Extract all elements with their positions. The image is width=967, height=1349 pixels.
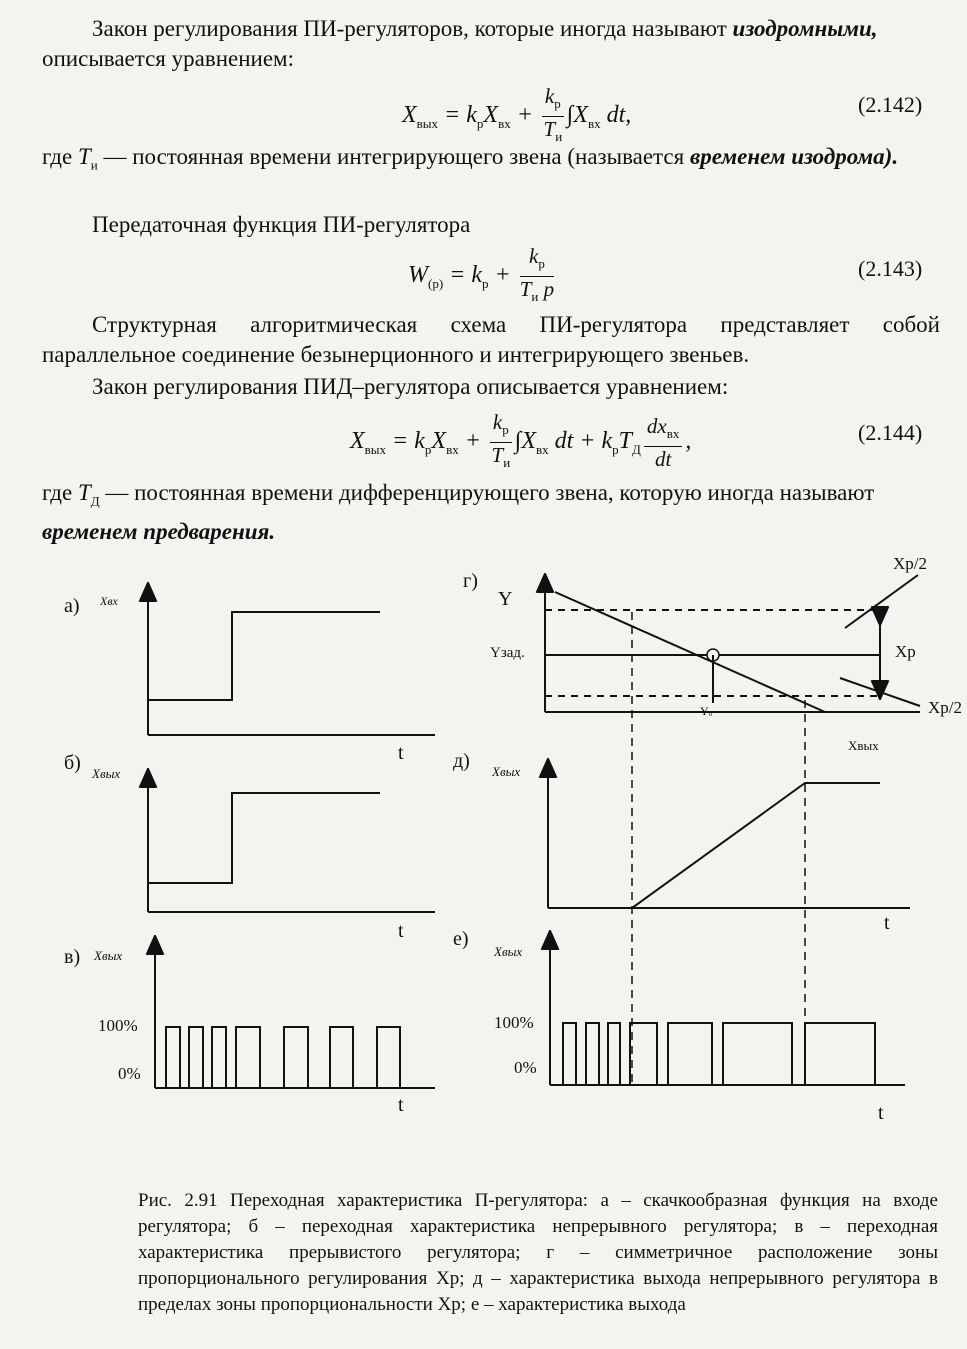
term-vremya-predvareniya: временем предварения. <box>42 518 276 544</box>
paragraph-ti-definition: где $T_и$ — постоянная времени интегрирующего звена (называется временем изодрома). <box>42 144 899 173</box>
level-e-0: 0% <box>514 1058 537 1077</box>
plot-a-input-step <box>148 592 435 735</box>
term-izodromnymi: изодромными, <box>732 16 878 41</box>
label-b: б) <box>64 752 81 774</box>
label-e: е) <box>453 928 469 950</box>
axis-a-t: t <box>398 742 404 764</box>
equation-number-2-143: (2.143) <box>858 256 923 281</box>
axis-v-t: t <box>398 1094 404 1116</box>
equation-2-144: $X_{вых} = k_pX_{вх}$ + $\frac{k_p}{T_и}$ $\int X_{вх}$ dt + $k_pT_Д$ $\frac{dx_{вх}}{dt}$ , <box>350 410 692 472</box>
symbol-t-i: $T_и$ <box>77 144 98 173</box>
point-g-yo: Yₒ <box>700 704 713 718</box>
plot-e-pulse-output <box>550 940 905 1085</box>
plot-v-pulse-output <box>155 945 435 1088</box>
label-a: а) <box>64 595 80 617</box>
symbol-t-d: $T_Д$ <box>77 480 100 509</box>
term-vremya-izodroma: временем изодрома). <box>689 144 899 169</box>
intro-text: Закон регулирования ПИ-регуляторов, которые иногда называют <box>92 16 733 41</box>
intro-text-end: описывается уравнением: <box>42 46 294 71</box>
axis-e-y: Xвых <box>494 944 523 959</box>
equation-number-2-142: (2.142) <box>858 92 923 117</box>
equation-2-143: $W_{(p)} = k_p$ + $\frac{k_p}{T_и p}$ <box>408 244 555 305</box>
plot-g-proportional-zone <box>545 575 920 712</box>
axis-d-t: t <box>884 912 890 934</box>
paragraph-structure: Структурная алгоритмическая схема ПИ-регулятора представляет собой параллельное соединение безынерционного и интегрирующего звеньев. <box>42 312 940 367</box>
plot-b-continuous-output <box>148 778 435 912</box>
axis-g-y: Y <box>498 588 513 610</box>
axis-b-t: t <box>398 920 404 942</box>
paragraph-td-definition: где $T_Д$ — постоянная времени дифференцирующего звена, которую иногда называют временем предварения. <box>42 480 875 544</box>
label-d: д) <box>453 750 470 772</box>
paragraph-pid-law: Закон регулирования ПИД–регулятора описывается уравнением: <box>92 374 729 399</box>
level-g-yzad: Yзад. <box>490 645 525 661</box>
label-g: г) <box>463 570 478 592</box>
equation-2-142: $X_{вых} = k_pX_{вх}$ + $\frac{k_p}{T_и}$ $\int X_{вх}$ dt, <box>402 84 632 145</box>
plot-d-continuous-in-zone <box>548 768 910 908</box>
equation-number-2-144: (2.144) <box>858 420 923 445</box>
axis-b-y: Xвых <box>92 766 121 781</box>
figure-caption: Рис. 2.91 Переходная характеристика П-регулятора: а – скачкообразная функция на входе регулятора; б – переходная характеристика непрерывного регулятора; в – переходная характеристика прерывистого регулятора; г – симметричное расположение зоны пропорционального регулирования Xр; д – характеристика выхода непрерывного регулятора в пределах зоны пропорциональности Xр; е – характеристика выхода <box>138 1190 938 1315</box>
paragraph-transfer-function: Передаточная функция ПИ-регулятора <box>92 212 471 237</box>
zone-g-xp-half-top: Xр/2 <box>893 554 927 573</box>
axis-a-y: Xвх <box>100 594 118 608</box>
axis-d-y: Xвых <box>492 764 521 779</box>
axis-v-y: Xвых <box>94 948 123 963</box>
label-v: в) <box>64 946 81 968</box>
zone-g-xp-half-bottom: Xр/2 <box>928 698 962 717</box>
level-v-100: 100% <box>98 1016 138 1035</box>
level-v-0: 0% <box>118 1064 141 1083</box>
axis-e-t: t <box>878 1102 884 1124</box>
axis-g-xvyx: Xвых <box>848 738 879 753</box>
zone-g-xp: Xр <box>895 642 916 661</box>
level-e-100: 100% <box>494 1013 534 1032</box>
